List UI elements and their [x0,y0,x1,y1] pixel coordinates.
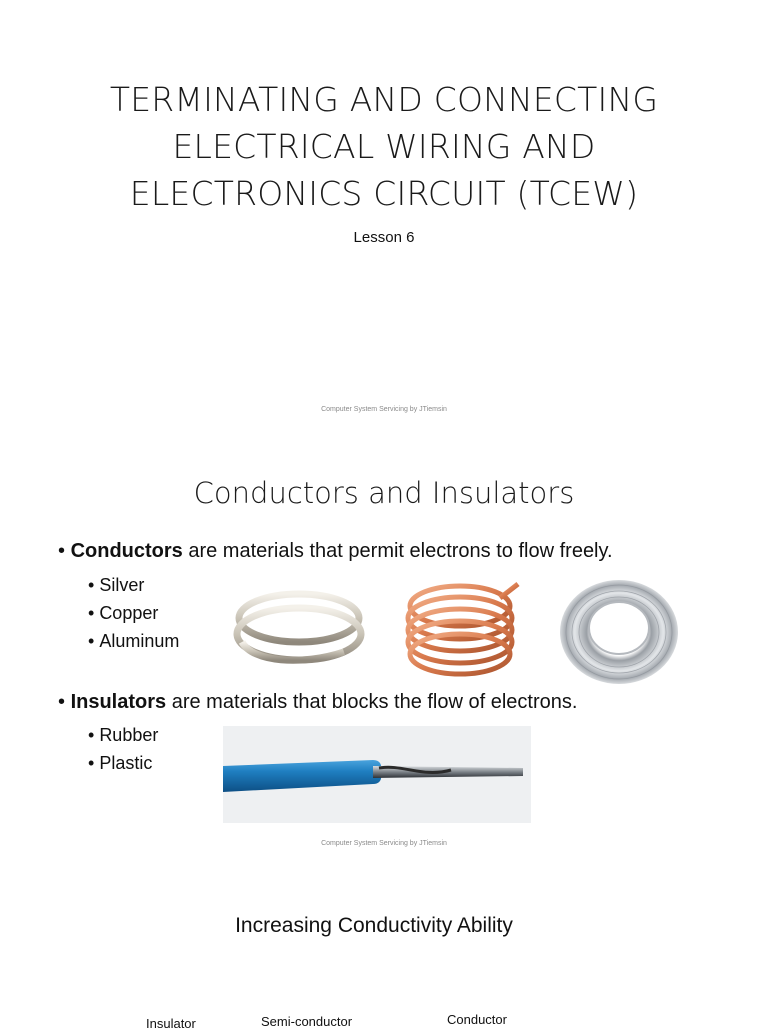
slide-footer: Computer System Servicing by JTiemsin [321,840,447,847]
copper-wire-image [400,578,524,682]
list-item: • Silver [88,571,179,599]
list-item: • Rubber [88,721,158,749]
list-item: • Aluminum [88,627,179,655]
conductors-insulators-slide [0,432,768,864]
list-item: • Copper [88,599,179,627]
conductors-definition: are materials that permit electrons to flow freely. [182,540,613,562]
conductor-list [88,571,179,655]
conductors-bullet: • Conductors are materials that permit electrons to flow freely. [58,540,613,562]
slide-subtitle: Lesson 6 [353,229,415,246]
insulator-list [88,721,158,777]
conductor-label: Conductor [447,1012,507,1027]
slide-title: TERMINATING AND CONNECTING ELECTRICAL WIRING AND ELECTRONICS CIRCUIT (TCEW) [109,80,659,213]
slide-title: Increasing Conductivity Ability [235,914,513,937]
slide-title: Conductors and Insulators [193,476,575,510]
silver-wire-image [232,582,366,678]
conductivity-slide [0,864,768,1031]
aluminum-wire-image [558,578,680,686]
insulator-label: Insulator [146,1016,196,1031]
insulators-bullet: • Insulators are materials that blocks the flow of electrons. [58,691,578,713]
semiconductor-label: Semi-conductor [261,1014,353,1029]
insulators-term: Insulators [70,691,167,713]
conductors-term: Conductors [70,540,183,562]
insulated-cable-image [223,726,531,823]
insulators-definition: are materials that blocks the flow of electrons. [166,691,578,713]
list-item: • Plastic [88,749,158,777]
title-slide [0,0,768,432]
slide-footer: Computer System Servicing by JTiemsin [321,406,447,413]
